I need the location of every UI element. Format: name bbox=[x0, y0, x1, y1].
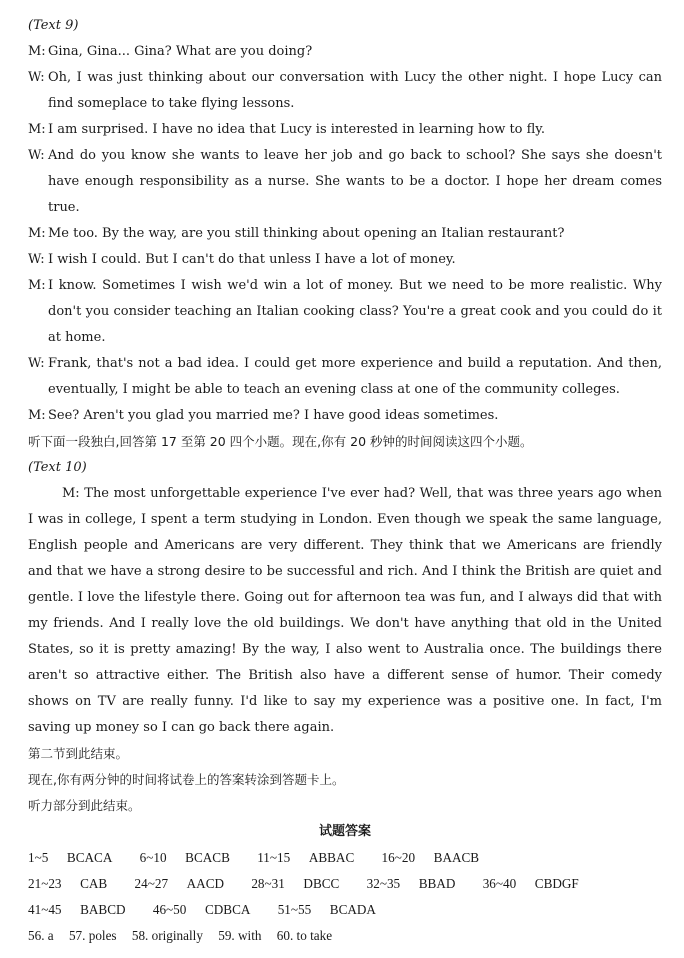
closing-line: 第二节到此结束。 bbox=[28, 746, 129, 761]
speaker: W: bbox=[28, 356, 45, 371]
answer-group: 28~31 DBCC bbox=[251, 876, 340, 891]
answer-group: 41~45 BABCD bbox=[28, 902, 126, 917]
fill-in-answer: 58. originally bbox=[131, 928, 203, 943]
answer-row bbox=[28, 871, 662, 897]
fill-in-answer: 57. poles bbox=[68, 928, 117, 943]
utterance: Gina, Gina... Gina? What are you doing? bbox=[48, 44, 313, 59]
fill-in-answer: 56. a bbox=[28, 928, 54, 943]
dialogue-line bbox=[28, 143, 662, 221]
closing-line: 现在,你有两分钟的时间将试卷上的答案转涂到答题卡上。 bbox=[28, 772, 345, 787]
text9-label: (Text 9) bbox=[28, 18, 79, 33]
answer-group: 1~5 BCACA bbox=[28, 850, 113, 865]
answer-group: 21~23 CAB bbox=[28, 876, 108, 891]
utterance: Oh, I was just thinking about our conversation with Lucy the other night. I hope Lucy can find someplace to take flying lessons. bbox=[48, 70, 662, 111]
monologue-paragraph: M: The most unforgettable experience I've ever had? Well, that was three years ago when I was in college, I spent a term studying in London. Even though we speak the same language, English people and Americans are very different. They think that we Americans are friendly and that we have a strong desire to be successful and rich. And I think the British are quiet and gentle. I love the lifestyle there. Going out for afternoon tea was fun, and I always did that with my friends. And I really love the old buildings. We don't have anything that old in the United States, so it is pretty amazing! By the way, I also went to Australia once. The buildings there aren't so attractive either. The British also have a different sense of humor. Their comedy shows on TV are really funny. I'd like to say my experience was a positive one. In fact, I'm saving up money so I can go back there again. bbox=[28, 486, 662, 735]
utterance: Frank, that's not a bad idea. I could get more experience and build a reputation. And then, eventually, I might be able to teach an evening class at one of the community colleges. bbox=[48, 356, 662, 397]
fill-in-answers bbox=[28, 923, 662, 949]
fill-in-answer: 59. with bbox=[218, 928, 262, 943]
text10-label: (Text 10) bbox=[28, 460, 87, 475]
utterance: And do you know she wants to leave her job and go back to school? She says she doesn't have enough responsibility as a nurse. She wants to be a doctor. I hope her dream comes true. bbox=[48, 148, 662, 215]
speaker: W: bbox=[28, 148, 45, 163]
answer-group: 24~27 AACD bbox=[134, 876, 225, 891]
answer-group: 36~40 CBDGF bbox=[482, 876, 579, 891]
answer-row bbox=[28, 897, 662, 923]
closing-line: 听力部分到此结束。 bbox=[28, 798, 141, 813]
speaker: M: bbox=[28, 44, 46, 59]
dialogue-line bbox=[28, 39, 662, 65]
answer-group: 32~35 BBAD bbox=[366, 876, 456, 891]
utterance: I wish I could. But I can't do that unless I have a lot of money. bbox=[48, 252, 456, 267]
answer-group: 6~10 BCACB bbox=[139, 850, 230, 865]
utterance: See? Aren't you glad you married me? I have good ideas sometimes. bbox=[48, 408, 499, 423]
dialogue-line bbox=[28, 351, 662, 403]
speaker: M: bbox=[28, 408, 46, 423]
utterance: I am surprised. I have no idea that Lucy is interested in learning how to fly. bbox=[48, 122, 546, 137]
instruction-cn: 听下面一段独白,回答第 17 至第 20 四个小题。现在,你有 20 秒钟的时间阅读这四个小题。 bbox=[28, 434, 533, 449]
dialogue-line bbox=[28, 403, 662, 429]
speaker: W: bbox=[28, 70, 45, 85]
answer-group: 51~55 BCADA bbox=[277, 902, 376, 917]
utterance: I know. Sometimes I wish we'd win a lot of money. But we need to be more realistic. Why don't you consider teaching an Italian cooking class? You're a great cook and you could do it at home. bbox=[48, 278, 662, 345]
answer-row bbox=[28, 845, 662, 871]
dialogue-line bbox=[28, 273, 662, 351]
answer-group: 11~15 ABBAC bbox=[257, 850, 355, 865]
dialogue-line bbox=[28, 65, 662, 117]
dialogue-line bbox=[28, 247, 662, 273]
speaker: M: bbox=[28, 278, 46, 293]
answers-title: 试题答案 bbox=[318, 824, 371, 839]
answer-group: 46~50 CDBCA bbox=[152, 902, 251, 917]
speaker: M: bbox=[28, 226, 46, 241]
dialogue-line bbox=[28, 221, 662, 247]
answer-group: 16~20 BAACB bbox=[381, 850, 480, 865]
speaker: M: bbox=[28, 122, 46, 137]
speaker: W: bbox=[28, 252, 45, 267]
dialogue-line bbox=[28, 117, 662, 143]
utterance: Me too. By the way, are you still thinking about opening an Italian restaurant? bbox=[48, 226, 565, 241]
fill-in-answer: 60. to take bbox=[276, 928, 333, 943]
